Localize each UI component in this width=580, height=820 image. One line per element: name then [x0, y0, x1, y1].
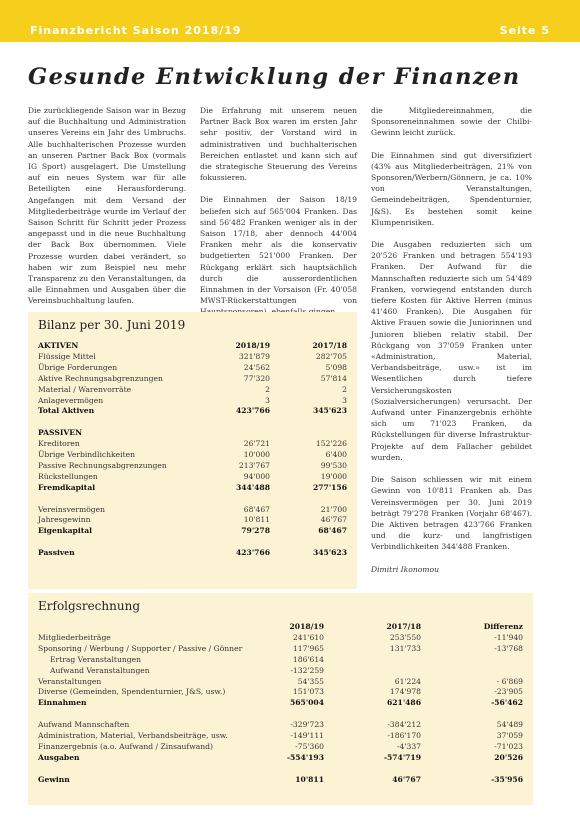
- value-cell: 57'814: [320, 373, 347, 383]
- row-label: Kreditoren: [38, 439, 80, 449]
- value-cell: 46'767: [392, 774, 421, 784]
- value-cell: 10'000: [243, 450, 270, 460]
- row-label: Gewinn: [38, 774, 70, 784]
- value-cell: 2018/19: [235, 341, 270, 350]
- row-label: Übrige Verbindlichkeiten: [38, 450, 136, 460]
- row-label: Aufwand Mannschaften: [38, 720, 130, 730]
- value-cell: -132'259: [290, 665, 324, 675]
- spacer-cell: [324, 764, 421, 775]
- table-row: [38, 472, 347, 483]
- spacer-cell: [38, 494, 188, 505]
- value-cell: 277'156: [312, 482, 347, 492]
- header-cell-2017-18: 2017/18: [386, 622, 421, 631]
- value-cell: 6'400: [325, 450, 347, 460]
- spacer-row: [38, 494, 347, 505]
- value-cell: -186'170: [387, 731, 421, 741]
- table-row: [38, 633, 523, 644]
- value-cell: 46'767: [320, 515, 347, 525]
- value-cell: 68'467: [243, 504, 270, 514]
- value-cell: 345'623: [312, 548, 347, 558]
- value-cell: 174'978: [389, 687, 421, 697]
- row-label: Flüssige Mittel: [38, 351, 96, 361]
- row-label: Veranstaltungen: [38, 676, 102, 686]
- value-cell: 423'766: [235, 548, 270, 558]
- row-label: Diverse (Gemeinden, Spendenturnier, J&S, usw.): [38, 687, 226, 697]
- row-label: Finanzergebnis (a.o. Aufwand / Zinsaufwand): [38, 741, 213, 751]
- row-label: Total Aktiven: [38, 406, 95, 416]
- row-label: Eigenkapital: [38, 526, 93, 536]
- value-cell: -329'723: [290, 720, 324, 730]
- text-column-3: [371, 105, 532, 586]
- table-row: [38, 374, 347, 385]
- spacer-cell: [270, 494, 347, 505]
- table-row: [38, 450, 347, 461]
- header-cell-2018-19: 2018/19: [289, 622, 324, 631]
- row-label: Aktive Rechnungsabgrenzungen: [38, 373, 163, 383]
- spacer-cell: [324, 709, 421, 720]
- table-row: [38, 742, 523, 753]
- paragraph: Die Erfahrung mit unserem neuen Partner Back Box waren im ersten Jahr sehr positiv, der Vorstand wird in administrativen und buchhalterischen Bereichen entlastet und kann sich auf die strategische Steuerung des Vereins fokussieren.: [200, 106, 357, 183]
- paragraph: Die Ausgaben reduzierten sich um 20'526 Franken und betragen 554'193 Franken. Der Aufwand für die Mannschaften reduzierte sich um 54'489 Franken, vorwiegend entstanden durch tiefere Kosten für Aktive Herren (minus 41'460 Franken). Die Ausgaben für Aktive Frauen sowie die Juniorinnen und Junioren blieben relativ stabil. Der Rückgang von 37'059 Franken unter «Administration, Material, Verbandsbeiträge, usw.» ist im Wesentlichen durch tiefere Versicherungskosten (Sozialversicherungen) verursacht. Der Aufwand unter Finanzergebnis erhöhte sich um 71'023 Franken, da Rückstellungen für diverse Infrastruktur-Projekte auf dem Fallacher gebildet wurden.: [371, 240, 532, 462]
- value-cell: 20'526: [494, 752, 523, 762]
- spacer-cell: [188, 494, 270, 505]
- row-label: AKTIVEN: [38, 341, 79, 350]
- value-cell: 152'226: [315, 439, 347, 449]
- table-row: [38, 698, 523, 709]
- table-row: [38, 720, 523, 731]
- value-cell: 253'550: [389, 632, 421, 642]
- value-cell: [188, 428, 270, 439]
- paragraph: Die Einnahmen sind gut diversifiziert (43% aus Mitgliederbeiträgen, 21% von Sponsoren/Werbern/Gönnern, je ca. 10% von Veranstaltungen, Gemeindebeiträgen, Spendenturnier, J&S). Es bestehen somit keine Klumpenrisiken.: [371, 150, 532, 227]
- value-cell: 131'733: [389, 643, 421, 653]
- table-row: [38, 775, 523, 786]
- balance-sheet-table: [38, 341, 347, 559]
- value-cell: 2: [342, 384, 347, 394]
- table-row: [38, 526, 347, 537]
- paragraph: Die Einnahmen der Saison 18/19 beliefen sich auf 565'004 Franken. Das sind 56'482 Franken weniger als in der Saison 17/18, aber dennoch 44'004 Franken mehr als die konservativ budgetierten 521'000 Franken. Der Rückgang erklärt sich hauptsächlich durch die ausserordentlichen Einnahmen in der Vorsaison (Fr. 40'058 MWST-Rückerstattungen von: [200, 195, 357, 306]
- value-cell: 19'000: [320, 471, 347, 481]
- table-row: [38, 505, 347, 516]
- value-cell: 10'811: [295, 774, 324, 784]
- table-row: [38, 515, 347, 526]
- row-label: Rückstellungen: [38, 471, 98, 481]
- spacer-cell: [38, 709, 243, 720]
- balance-sheet-title: Bilanz per 30. Juni 2019: [38, 318, 186, 332]
- value-cell: -574'719: [383, 752, 421, 762]
- row-label: Übrige Forderungen: [38, 362, 118, 372]
- table-row: [38, 396, 347, 407]
- paragraph: Die Saison schliessen wir mit einem Gewinn von 10'811 Franken ab. Das Vereinsvermögen per 30. Juni 2019 beträgt 79'278 Franken (Vorjahr 68'467). Die Aktiven betragen 423'766 Franken und die kurz- und langfristigen Verbindlichkeiten 344'488 Franken.: [371, 475, 532, 552]
- headline: Gesunde Entwicklung der Finanzen: [28, 64, 521, 90]
- row-label: PASSIVEN: [38, 428, 83, 438]
- value-cell: [421, 666, 523, 677]
- value-cell: 213'767: [238, 460, 270, 470]
- table-row: [38, 655, 523, 666]
- table-row: [38, 461, 347, 472]
- row-label: Material / Warenvorräte: [38, 384, 132, 394]
- row-label: Passive Rechnungsabgrenzungen: [38, 460, 167, 470]
- row-label: Sponsoring / Werbung / Supporter / Passive / Gönner: [38, 643, 243, 653]
- value-cell: - 6'869: [496, 676, 523, 686]
- value-cell: -35'956: [491, 774, 523, 784]
- row-label: Vereinsvermögen: [38, 504, 106, 514]
- spacer-row: [38, 537, 347, 548]
- value-cell: [421, 655, 523, 666]
- value-cell: 117'965: [292, 643, 324, 653]
- table-row: [38, 439, 347, 450]
- spacer-cell: [188, 417, 270, 428]
- spacer-cell: [243, 764, 324, 775]
- value-cell: 321'879: [238, 351, 270, 361]
- value-cell: 37'059: [496, 731, 523, 741]
- spacer-cell: [421, 709, 523, 720]
- value-cell: 2: [265, 384, 270, 394]
- row-label: Ausgaben: [38, 752, 80, 762]
- spacer-cell: [188, 537, 270, 548]
- value-cell: -13'768: [494, 643, 523, 653]
- table-row: [38, 548, 347, 559]
- value-cell: 61'224: [394, 676, 421, 686]
- row-label: Aufwand Veranstaltungen: [50, 665, 150, 675]
- value-cell: -149'111: [290, 731, 324, 741]
- header-bar: [0, 0, 580, 42]
- value-cell: 565'004: [289, 698, 324, 708]
- value-cell: 79'278: [241, 526, 270, 536]
- value-cell: -4'337: [397, 741, 421, 751]
- spacer-cell: [38, 417, 188, 428]
- table-header-row: [38, 622, 523, 633]
- table-row: [38, 677, 523, 688]
- spacer-cell: [38, 764, 243, 775]
- value-cell: -384'212: [387, 720, 421, 730]
- value-cell: 54'355: [297, 676, 324, 686]
- income-statement-panel: [28, 593, 533, 805]
- table-row: [38, 341, 347, 352]
- income-statement-title: Erfolgsrechnung: [38, 599, 140, 613]
- paragraph: die Mitgliedereinnahmen, die Sponsoreneinnahmen sowie der Chilbi-Gewinn leicht zurück.: [371, 106, 532, 138]
- value-cell: [270, 428, 347, 439]
- row-label: Administration, Material, Verbandsbeiträge, usw.: [38, 731, 228, 741]
- spacer-cell: [421, 764, 523, 775]
- text-column-2: [200, 105, 357, 329]
- value-cell: 423'766: [235, 406, 270, 416]
- spacer-row: [38, 764, 523, 775]
- row-label: Anlagevermögen: [38, 395, 104, 405]
- paragraph: Die zurückliegende Saison war in Bezug auf die Buchhaltung und Administration unseres Vereins ein Jahr des Umbruchs. Alle buchhalterischen Prozesse wurden an unseren Partner Back Box (vormals IG Sport) ausgelagert. Die Umstellung auf ein neues System war für alle Beteiligten eine Herausforderung. Angefangen mit dem Versand der Mitgliederbeiträge wurde im Verlauf der Saison Schritt für Schritt jeder Prozess angepasst und in die neue Buchhaltung der Back Box übernommen. Viele Prozesse wurden dabei verändert, so haben wir zum Beispiel neu mehr Transparenz zu den Veranstaltungen, da alle Einnahmen und Ausgaben über die Vereinsbuchhaltung laufen.: [28, 106, 186, 306]
- value-cell: 621'486: [386, 698, 421, 708]
- table-row: [38, 428, 347, 439]
- value-cell: 151'073: [292, 687, 324, 697]
- text-column-1: [28, 105, 186, 318]
- table-row: [38, 385, 347, 396]
- value-cell: 344'488: [235, 482, 270, 492]
- value-cell: -75'360: [295, 741, 324, 751]
- value-cell: [324, 655, 421, 666]
- value-cell: 282'705: [315, 351, 347, 361]
- spacer-cell: [270, 417, 347, 428]
- row-label: Passiven: [38, 548, 75, 558]
- table-row: [38, 406, 347, 417]
- row-label: Jahresgewinn: [38, 515, 91, 525]
- row-label: Mitgliederbeiträge: [38, 632, 111, 642]
- value-cell: 54'489: [496, 720, 523, 730]
- value-cell: 186'614: [292, 654, 324, 664]
- value-cell: -554'193: [286, 752, 324, 762]
- table-row: [38, 352, 347, 363]
- header-cell-difference: Differenz: [483, 622, 523, 631]
- table-row: [38, 666, 523, 677]
- value-cell: 21'700: [320, 504, 347, 514]
- value-cell: 24'562: [243, 362, 270, 372]
- page-number: Seite 5: [499, 24, 550, 37]
- table-row: [38, 363, 347, 374]
- value-cell: 5'098: [325, 362, 347, 372]
- spacer-cell: [243, 709, 324, 720]
- value-cell: 77'320: [243, 373, 270, 383]
- table-row: [38, 644, 523, 655]
- report-title: Finanzbericht Saison 2018/19: [30, 24, 242, 37]
- value-cell: -56'462: [491, 698, 523, 708]
- value-cell: 94'000: [243, 471, 270, 481]
- value-cell: -11'940: [494, 632, 523, 642]
- value-cell: 99'530: [320, 460, 347, 470]
- value-cell: 26'721: [243, 439, 270, 449]
- value-cell: -71'023: [494, 741, 523, 751]
- income-statement-table: [38, 622, 523, 786]
- value-cell: 3: [265, 395, 270, 405]
- header-cell-label: [38, 622, 243, 633]
- row-label: Fremdkapital: [38, 482, 96, 492]
- table-row: [38, 483, 347, 494]
- table-row: [38, 731, 523, 742]
- value-cell: -23'905: [494, 687, 523, 697]
- spacer-cell: [38, 537, 188, 548]
- spacer-row: [38, 709, 523, 720]
- table-row: [38, 687, 523, 698]
- table-row: [38, 753, 523, 764]
- value-cell: 241'610: [292, 632, 324, 642]
- author-signature: Dimitri Ikonomou: [371, 564, 439, 574]
- row-label: Ertrag Veranstaltungen: [50, 654, 141, 664]
- spacer-cell: [270, 537, 347, 548]
- value-cell: 10'811: [243, 515, 270, 525]
- balance-sheet-panel: [28, 312, 357, 589]
- row-label: Einnahmen: [38, 698, 87, 708]
- value-cell: 68'467: [318, 526, 347, 536]
- value-cell: 3: [342, 395, 347, 405]
- value-cell: 2017/18: [312, 341, 347, 350]
- value-cell: 345'623: [312, 406, 347, 416]
- spacer-row: [38, 417, 347, 428]
- value-cell: [324, 666, 421, 677]
